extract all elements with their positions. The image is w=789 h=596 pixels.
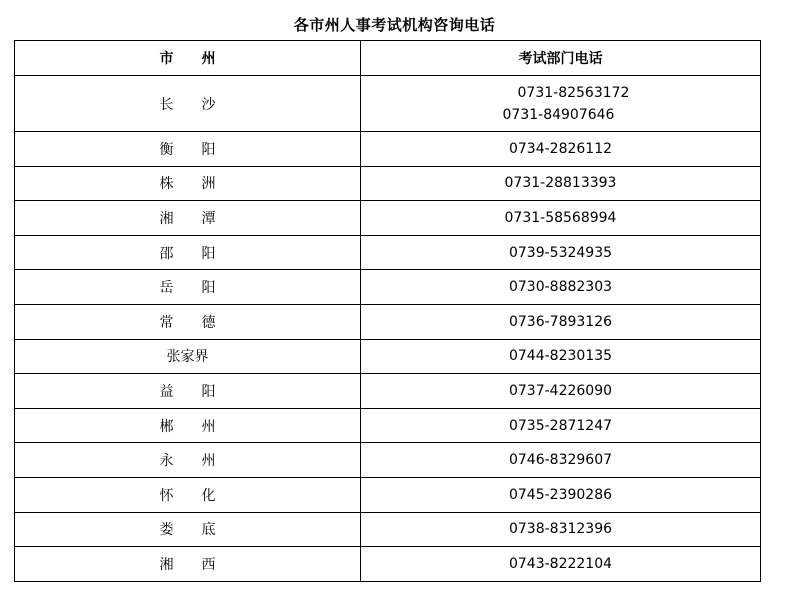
phone-directory-table xyxy=(14,40,761,582)
city-cell: 株 洲 xyxy=(15,166,361,201)
city-cell: 衡 阳 xyxy=(15,132,361,167)
header-city: 市 州 xyxy=(15,41,361,76)
phone-cell: 0739-5324935 xyxy=(361,235,761,270)
phone-number: 0731-82563172 xyxy=(517,84,630,101)
city-cell: 长 沙 xyxy=(15,76,361,132)
phone-cell xyxy=(361,76,761,132)
table-row xyxy=(15,408,761,443)
city-cell: 邵 阳 xyxy=(15,235,361,270)
city-cell: 益 阳 xyxy=(15,374,361,409)
phone-cell: 0731-28813393 xyxy=(361,166,761,201)
table-row xyxy=(15,477,761,512)
city-cell: 郴 州 xyxy=(15,408,361,443)
city-cell: 张家界 xyxy=(15,339,361,374)
table-header-row xyxy=(15,41,761,76)
city-cell: 永 州 xyxy=(15,443,361,478)
table-row xyxy=(15,201,761,236)
table-row xyxy=(15,235,761,270)
phone-cell: 0744-8230135 xyxy=(361,339,761,374)
city-cell: 湘 潭 xyxy=(15,201,361,236)
phone-cell: 0735-2871247 xyxy=(361,408,761,443)
header-phone: 考试部门电话 xyxy=(361,41,761,76)
table-row xyxy=(15,166,761,201)
city-cell: 湘 西 xyxy=(15,547,361,582)
document-title: 各市州人事考试机构咨询电话 xyxy=(293,16,496,34)
phone-cell: 0736-7893126 xyxy=(361,304,761,339)
phone-number: 0731-84907646 xyxy=(502,106,615,123)
city-cell: 岳 阳 xyxy=(15,270,361,305)
table-row xyxy=(15,304,761,339)
table-row xyxy=(15,512,761,547)
city-cell: 怀 化 xyxy=(15,477,361,512)
phone-cell: 0730-8882303 xyxy=(361,270,761,305)
phone-cell: 0745-2390286 xyxy=(361,477,761,512)
phone-cell: 0746-8329607 xyxy=(361,443,761,478)
phone-cell: 0738-8312396 xyxy=(361,512,761,547)
phone-cell: 0737-4226090 xyxy=(361,374,761,409)
phone-cell: 0731-58568994 xyxy=(361,201,761,236)
phone-cell: 0734-2826112 xyxy=(361,132,761,167)
table-row xyxy=(15,547,761,582)
phone-cell: 0743-8222104 xyxy=(361,547,761,582)
table-row xyxy=(15,443,761,478)
table-row xyxy=(15,76,761,132)
table-row xyxy=(15,339,761,374)
table-row xyxy=(15,270,761,305)
city-cell: 常 德 xyxy=(15,304,361,339)
city-cell: 娄 底 xyxy=(15,512,361,547)
table-row xyxy=(15,374,761,409)
table-row xyxy=(15,132,761,167)
